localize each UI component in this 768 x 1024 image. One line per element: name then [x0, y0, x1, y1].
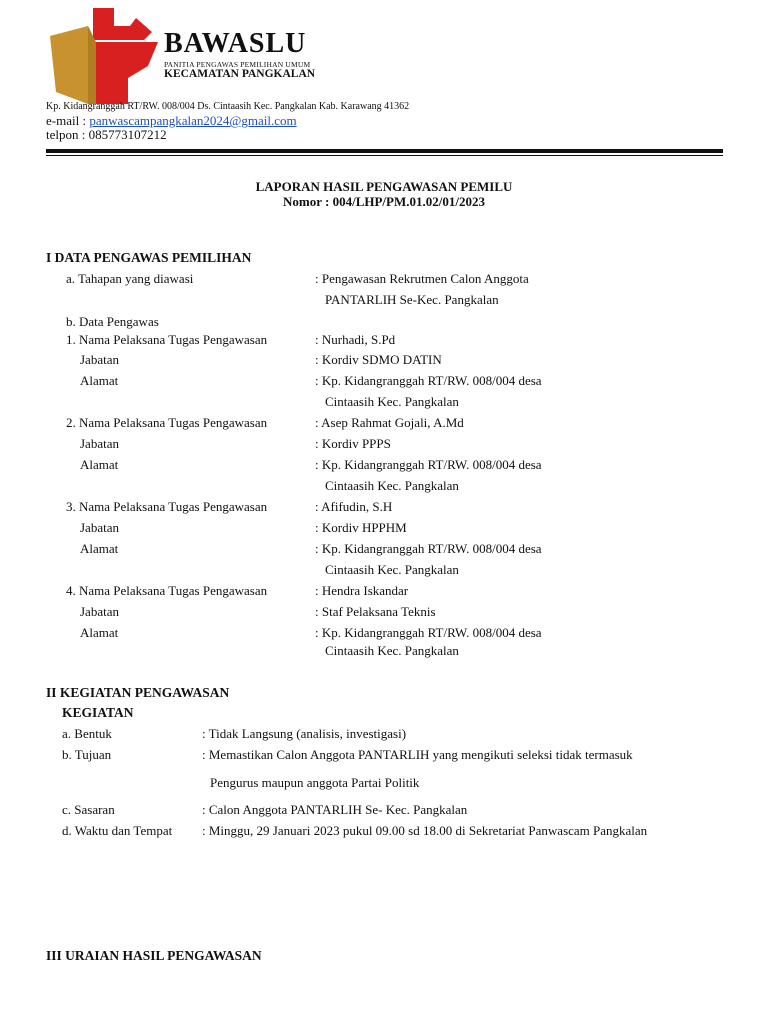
officer-3-jabatan: : Kordiv HPPHM [315, 520, 407, 535]
officer-3-alamat-cont: Cintaasih Kec. Pangkalan [325, 562, 459, 577]
sasaran-label: c. Sasaran [62, 802, 115, 817]
logo-gold-left [50, 26, 88, 104]
tujuan-value-cont: Pengurus maupun anggota Partai Politik [210, 775, 420, 790]
officer-4-name: : Hendra Iskandar [315, 583, 409, 598]
report-title: LAPORAN HASIL PENGAWASAN PEMILU [255, 179, 513, 194]
officer-2-jabatan-label: Jabatan [80, 436, 119, 451]
officer-4-alamat: : Kp. Kidangranggah RT/RW. 008/004 desa [315, 625, 542, 640]
section1-heading: I DATA PENGAWAS PEMILIHAN [46, 250, 252, 265]
sasaran-value: : Calon Anggota PANTARLIH Se- Kec. Pangkalan [202, 802, 468, 817]
bentuk-value: : Tidak Langsung (analisis, investigasi) [202, 726, 407, 741]
officer-2-name: : Asep Rahmat Gojali, A.Md [315, 415, 464, 430]
officer-2-jabatan: : Kordiv PPPS [315, 436, 391, 451]
phone-line: telpon : 085773107212 [46, 127, 167, 142]
email-label: e-mail : [46, 113, 90, 128]
section2-subheading: KEGIATAN [62, 705, 134, 720]
section2-heading: II KEGIATAN PENGAWASAN [46, 685, 230, 700]
waktu-value: : Minggu, 29 Januari 2023 pukul 09.00 sd 18.00 di Sekretariat Panwascam Pangkalan [202, 823, 648, 838]
officer-3-name: : Afifudin, S.H [315, 499, 393, 514]
officer-2-alamat: : Kp. Kidangranggah RT/RW. 008/004 desa [315, 457, 542, 472]
logo-red-right [96, 42, 158, 104]
officer-2-alamat-label: Alamat [80, 457, 119, 472]
officer-2-alamat-cont: Cintaasih Kec. Pangkalan [325, 478, 459, 493]
logo-red-top [93, 8, 152, 40]
officer-1-jabatan-label: Jabatan [80, 352, 119, 367]
officer-3-alamat-label: Alamat [80, 541, 119, 556]
email-link[interactable]: panwascampangkalan2024@gmail.com [89, 113, 297, 128]
org-name: BAWASLU [164, 28, 307, 59]
report-number: Nomor : 004/LHP/PM.01.02/01/2023 [283, 194, 485, 209]
org-unit: KECAMATAN PANGKALAN [164, 68, 316, 80]
bentuk-label: a. Bentuk [62, 726, 112, 741]
tahapan-value-cont: PANTARLIH Se-Kec. Pangkalan [325, 292, 499, 307]
org-address: Kp. Kidangranggah RT/RW. 008/004 Ds. Cintaasih Kec. Pangkalan Kab. Karawang 41362 [46, 101, 410, 112]
tahapan-label: a. Tahapan yang diawasi [66, 271, 194, 286]
org-subtitle: PANITIA PENGAWAS PEMILIHAN UMUM [164, 60, 311, 69]
letterhead-divider-thick [46, 149, 723, 153]
officer-4-jabatan-label: Jabatan [80, 604, 119, 619]
tujuan-value: : Memastikan Calon Anggota PANTARLIH yang mengikuti seleksi tidak termasuk [202, 747, 633, 762]
officer-4-alamat-label: Alamat [80, 625, 119, 640]
officer-1-alamat-cont: Cintaasih Kec. Pangkalan [325, 394, 459, 409]
bawaslu-logo [48, 6, 160, 110]
officer-1-label: 1. Nama Pelaksana Tugas Pengawasan [66, 332, 268, 347]
officer-4-jabatan: : Staf Pelaksana Teknis [315, 604, 436, 619]
officer-4-alamat-cont: Cintaasih Kec. Pangkalan [325, 643, 459, 658]
officer-3-jabatan-label: Jabatan [80, 520, 119, 535]
letterhead-divider-thin [46, 155, 723, 156]
officer-1-name: : Nurhadi, S.Pd [315, 332, 396, 347]
officer-1-alamat: : Kp. Kidangranggah RT/RW. 008/004 desa [315, 373, 542, 388]
officer-3-label: 3. Nama Pelaksana Tugas Pengawasan [66, 499, 268, 514]
section3-heading: III URAIAN HASIL PENGAWASAN [46, 948, 262, 963]
officer-3-alamat: : Kp. Kidangranggah RT/RW. 008/004 desa [315, 541, 542, 556]
officer-4-label: 4. Nama Pelaksana Tugas Pengawasan [66, 583, 268, 598]
officer-1-alamat-label: Alamat [80, 373, 119, 388]
officer-1-jabatan: : Kordiv SDMO DATIN [315, 352, 442, 367]
tujuan-label: b. Tujuan [62, 747, 112, 762]
data-pengawas-label: b. Data Pengawas [66, 314, 159, 329]
officer-2-label: 2. Nama Pelaksana Tugas Pengawasan [66, 415, 268, 430]
waktu-label: d. Waktu dan Tempat [62, 823, 173, 838]
tahapan-value: : Pengawasan Rekrutmen Calon Anggota [315, 271, 529, 286]
